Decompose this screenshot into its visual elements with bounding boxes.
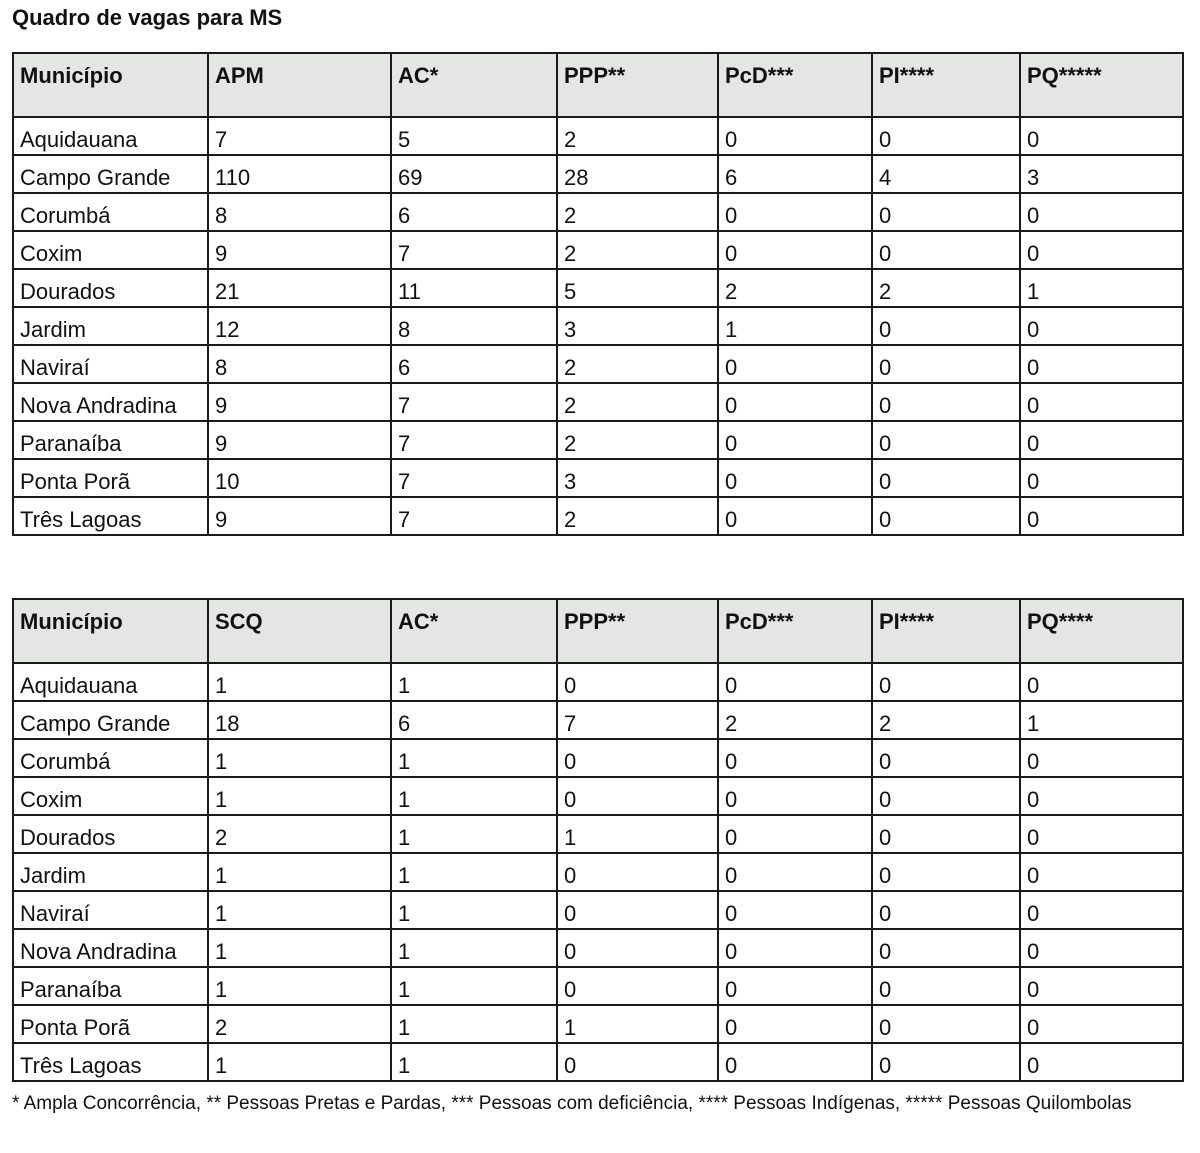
vacancy-count-cell: 0 [1020,117,1183,155]
vacancy-count-cell: 9 [208,231,391,269]
vacancy-count-cell: 1 [391,891,557,929]
table-row [13,701,1183,739]
vacancy-count-cell: 0 [718,663,872,701]
vacancy-count-cell: 0 [1020,421,1183,459]
vacancy-count-cell: 2 [208,1005,391,1043]
municipality-cell: Dourados [13,269,208,307]
vacancy-count-cell: 0 [557,739,718,777]
vacancy-count-cell: 0 [718,459,872,497]
vacancy-count-cell: 2 [718,269,872,307]
municipality-cell: Coxim [13,231,208,269]
vacancy-count-cell: 1 [391,815,557,853]
vacancy-count-cell: 2 [872,269,1020,307]
vacancy-count-cell: 2 [557,117,718,155]
table-row [13,307,1183,345]
column-header: PPP** [557,53,718,117]
vacancy-count-cell: 0 [718,345,872,383]
municipality-cell: Naviraí [13,891,208,929]
vacancy-count-cell: 0 [872,383,1020,421]
vacancy-count-cell: 0 [1020,891,1183,929]
vacancy-count-cell: 0 [1020,1043,1183,1081]
footnote-legend: * Ampla Concorrência, ** Pessoas Pretas e Pardas, *** Pessoas com deficiência, **** Pessoas Indígenas, ***** Pessoas Quilombolas [12,1093,1132,1114]
vacancy-count-cell: 0 [872,345,1020,383]
vacancy-count-cell: 7 [391,231,557,269]
column-header: Município [13,599,208,663]
vacancy-count-cell: 4 [872,155,1020,193]
vacancy-count-cell: 0 [1020,459,1183,497]
table-row [13,1005,1183,1043]
column-header: PcD*** [718,53,872,117]
table-row [13,193,1183,231]
header-row [13,53,1183,117]
vacancy-count-cell: 0 [718,891,872,929]
vacancy-count-cell: 9 [208,497,391,535]
vacancy-count-cell: 1 [208,967,391,1005]
vacancy-count-cell: 0 [718,815,872,853]
municipality-cell: Aquidauana [13,663,208,701]
vacancy-table-apm [12,52,1184,536]
table-row [13,421,1183,459]
municipality-cell: Ponta Porã [13,1005,208,1043]
table-row [13,497,1183,535]
vacancy-count-cell: 2 [557,421,718,459]
table-row [13,853,1183,891]
municipality-cell: Naviraí [13,345,208,383]
municipality-cell: Campo Grande [13,701,208,739]
municipality-cell: Três Lagoas [13,497,208,535]
table-row [13,815,1183,853]
table-row [13,891,1183,929]
vacancy-count-cell: 0 [1020,739,1183,777]
municipality-cell: Aquidauana [13,117,208,155]
table-row [13,231,1183,269]
table-row [13,663,1183,701]
vacancy-count-cell: 5 [557,269,718,307]
vacancy-count-cell: 1 [391,777,557,815]
vacancy-count-cell: 28 [557,155,718,193]
vacancy-count-cell: 2 [872,701,1020,739]
vacancy-count-cell: 0 [872,815,1020,853]
vacancy-count-cell: 0 [872,777,1020,815]
vacancy-count-cell: 0 [1020,345,1183,383]
table-row [13,383,1183,421]
vacancy-count-cell: 2 [557,231,718,269]
vacancy-table-scq [12,598,1184,1082]
vacancy-count-cell: 6 [391,701,557,739]
vacancy-count-cell: 7 [208,117,391,155]
column-header: AC* [391,53,557,117]
vacancy-count-cell: 2 [208,815,391,853]
vacancy-count-cell: 1 [391,1005,557,1043]
column-header: Município [13,53,208,117]
vacancy-count-cell: 0 [718,231,872,269]
vacancy-count-cell: 0 [872,307,1020,345]
vacancy-count-cell: 0 [1020,853,1183,891]
vacancy-count-cell: 0 [872,117,1020,155]
vacancy-count-cell: 0 [1020,193,1183,231]
municipality-cell: Paranaíba [13,421,208,459]
vacancy-count-cell: 69 [391,155,557,193]
vacancy-count-cell: 0 [1020,1005,1183,1043]
vacancy-count-cell: 0 [872,193,1020,231]
vacancy-count-cell: 0 [872,967,1020,1005]
vacancy-count-cell: 11 [391,269,557,307]
municipality-cell: Ponta Porã [13,459,208,497]
vacancy-count-cell: 6 [391,345,557,383]
vacancy-count-cell: 21 [208,269,391,307]
table-row [13,929,1183,967]
column-header: AC* [391,599,557,663]
municipality-cell: Nova Andradina [13,929,208,967]
municipality-cell: Corumbá [13,739,208,777]
vacancy-count-cell: 2 [557,345,718,383]
vacancy-count-cell: 0 [557,1043,718,1081]
vacancy-count-cell: 3 [1020,155,1183,193]
vacancy-count-cell: 0 [557,967,718,1005]
vacancy-count-cell: 1 [391,929,557,967]
vacancy-count-cell: 0 [718,421,872,459]
table-row [13,345,1183,383]
vacancy-count-cell: 1 [391,1043,557,1081]
vacancy-count-cell: 1 [557,1005,718,1043]
table-row [13,269,1183,307]
vacancy-count-cell: 0 [872,853,1020,891]
vacancy-count-cell: 0 [872,663,1020,701]
vacancy-count-cell: 1 [718,307,872,345]
vacancy-count-cell: 9 [208,383,391,421]
vacancy-count-cell: 5 [391,117,557,155]
vacancy-count-cell: 1 [208,891,391,929]
vacancy-count-cell: 0 [872,459,1020,497]
vacancy-count-cell: 0 [1020,497,1183,535]
vacancy-count-cell: 1 [208,777,391,815]
table-row [13,739,1183,777]
vacancy-count-cell: 0 [718,967,872,1005]
vacancy-count-cell: 2 [557,497,718,535]
vacancy-count-cell: 8 [208,345,391,383]
vacancy-count-cell: 18 [208,701,391,739]
vacancy-count-cell: 0 [718,497,872,535]
vacancy-count-cell: 1 [208,929,391,967]
municipality-cell: Três Lagoas [13,1043,208,1081]
vacancy-count-cell: 1 [557,815,718,853]
vacancy-count-cell: 0 [718,929,872,967]
vacancy-count-cell: 0 [718,383,872,421]
vacancy-count-cell: 0 [718,853,872,891]
header-row [13,599,1183,663]
vacancy-count-cell: 0 [872,891,1020,929]
vacancy-count-cell: 0 [1020,231,1183,269]
vacancy-count-cell: 2 [718,701,872,739]
vacancy-count-cell: 1 [208,1043,391,1081]
vacancy-count-cell: 0 [872,1043,1020,1081]
vacancy-count-cell: 8 [208,193,391,231]
vacancy-count-cell: 9 [208,421,391,459]
vacancy-count-cell: 1 [391,739,557,777]
vacancy-count-cell: 0 [1020,307,1183,345]
column-header: PPP** [557,599,718,663]
table-row [13,1043,1183,1081]
vacancy-count-cell: 2 [557,383,718,421]
vacancy-count-cell: 1 [208,853,391,891]
vacancy-count-cell: 0 [872,1005,1020,1043]
municipality-cell: Corumbá [13,193,208,231]
municipality-cell: Jardim [13,307,208,345]
vacancy-count-cell: 1 [1020,269,1183,307]
vacancy-count-cell: 0 [718,193,872,231]
municipality-cell: Dourados [13,815,208,853]
table-row [13,459,1183,497]
column-header: PI**** [872,599,1020,663]
vacancy-count-cell: 1 [1020,701,1183,739]
vacancy-count-cell: 0 [872,739,1020,777]
table-row [13,777,1183,815]
column-header: PI**** [872,53,1020,117]
vacancy-count-cell: 10 [208,459,391,497]
vacancy-count-cell: 0 [557,929,718,967]
vacancy-count-cell: 0 [557,663,718,701]
vacancy-count-cell: 0 [872,929,1020,967]
vacancy-count-cell: 0 [1020,383,1183,421]
vacancy-count-cell: 1 [391,967,557,1005]
table-row [13,967,1183,1005]
municipality-cell: Coxim [13,777,208,815]
document-title: Quadro de vagas para MS [12,5,283,30]
vacancy-count-cell: 0 [557,777,718,815]
vacancy-count-cell: 2 [557,193,718,231]
table-row [13,117,1183,155]
vacancy-count-cell: 0 [1020,929,1183,967]
vacancy-count-cell: 0 [718,739,872,777]
vacancy-count-cell: 7 [391,421,557,459]
vacancy-count-cell: 0 [1020,663,1183,701]
municipality-cell: Campo Grande [13,155,208,193]
vacancy-count-cell: 1 [391,663,557,701]
municipality-cell: Nova Andradina [13,383,208,421]
municipality-cell: Jardim [13,853,208,891]
vacancy-count-cell: 7 [391,497,557,535]
vacancy-count-cell: 0 [872,497,1020,535]
column-header: PQ***** [1020,53,1183,117]
vacancy-count-cell: 0 [557,853,718,891]
vacancy-count-cell: 8 [391,307,557,345]
vacancy-count-cell: 3 [557,307,718,345]
vacancy-count-cell: 6 [391,193,557,231]
vacancy-count-cell: 7 [391,383,557,421]
vacancy-count-cell: 6 [718,155,872,193]
vacancy-count-cell: 0 [1020,815,1183,853]
vacancy-count-cell: 3 [557,459,718,497]
vacancy-count-cell: 0 [557,891,718,929]
vacancy-count-cell: 0 [872,231,1020,269]
column-header: PQ**** [1020,599,1183,663]
vacancy-count-cell: 0 [718,1043,872,1081]
municipality-cell: Paranaíba [13,967,208,1005]
column-header: PcD*** [718,599,872,663]
column-header: APM [208,53,391,117]
vacancy-count-cell: 0 [1020,777,1183,815]
vacancy-count-cell: 0 [1020,967,1183,1005]
vacancy-count-cell: 0 [718,1005,872,1043]
column-header: SCQ [208,599,391,663]
table-row [13,155,1183,193]
vacancy-count-cell: 0 [718,777,872,815]
vacancy-count-cell: 1 [391,853,557,891]
vacancy-count-cell: 0 [872,421,1020,459]
vacancy-count-cell: 1 [208,663,391,701]
vacancy-count-cell: 7 [557,701,718,739]
vacancy-count-cell: 12 [208,307,391,345]
vacancy-count-cell: 7 [391,459,557,497]
vacancy-count-cell: 1 [208,739,391,777]
vacancy-count-cell: 0 [718,117,872,155]
vacancy-count-cell: 110 [208,155,391,193]
